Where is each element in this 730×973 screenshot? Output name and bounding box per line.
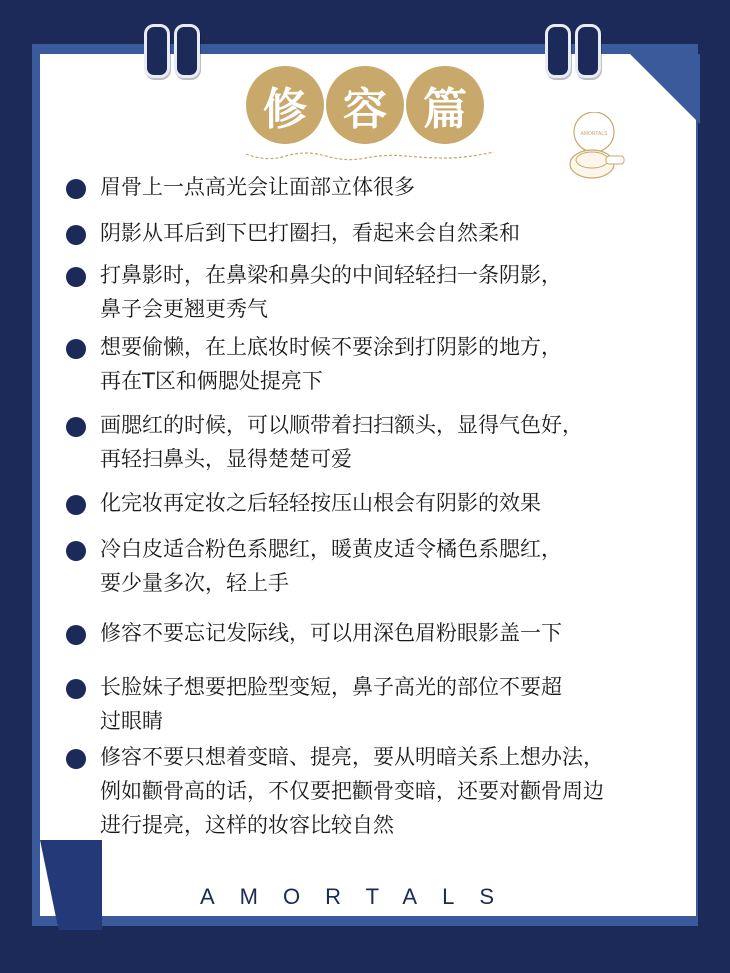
- compact-brand-text: AMORTALS: [580, 131, 608, 137]
- page-title: [242, 66, 492, 146]
- list-item: [66, 670, 562, 738]
- list-item-text: 想要偷懒，在上底妆时候不要涂到打阴影的地方， 再在T区和俩腮处提亮下: [100, 335, 562, 393]
- bullet-dot-icon: [66, 339, 86, 359]
- list-item-text: 眉骨上一点高光会让面部立体很多: [100, 175, 415, 199]
- binder-ring: [545, 24, 571, 78]
- list-item: [66, 216, 520, 250]
- binder-ring: [144, 24, 170, 78]
- list-item-text: 阴影从耳后到下巴打圈扫，看起来会自然柔和: [100, 221, 520, 245]
- list-item-text: 修容不要忘记发际线，可以用深色眉粉眼影盖一下: [100, 621, 562, 645]
- binder-ring: [174, 24, 200, 78]
- bullet-dot-icon: [66, 267, 86, 287]
- list-item: [66, 408, 583, 476]
- list-item: [66, 170, 415, 204]
- list-item: [66, 740, 604, 842]
- title-char: 容: [326, 66, 404, 144]
- list-item-text: 修容不要只想着变暗、提亮，要从明暗关系上想办法， 例如颧骨高的话，不仅要把颧骨变暗，还要对颧骨周边 进行提亮，这样的妆容比较自然: [100, 745, 604, 837]
- list-item: [66, 616, 562, 650]
- list-item: [66, 330, 562, 398]
- list-item-text: 化完妆再定妆之后轻轻按压山根会有阴影的效果: [100, 491, 541, 515]
- bullet-dot-icon: [66, 625, 86, 645]
- bullet-dot-icon: [66, 225, 86, 245]
- compact-powder-icon: [568, 112, 632, 186]
- bullet-dot-icon: [66, 179, 86, 199]
- footer-brand: AMORTALS: [200, 884, 519, 909]
- title-char: 修: [246, 66, 324, 144]
- bullet-dot-icon: [66, 495, 86, 515]
- list-item-text: 长脸妹子想要把脸型变短，鼻子高光的部位不要超 过眼睛: [100, 675, 562, 733]
- bullet-dot-icon: [66, 749, 86, 769]
- list-item: [66, 258, 562, 326]
- bullet-dot-icon: [66, 541, 86, 561]
- bullet-dot-icon: [66, 679, 86, 699]
- title-underline-decoration: [246, 150, 494, 164]
- list-item-text: 画腮红的时候，可以顺带着扫扫额头，显得气色好， 再轻扫鼻头，显得楚楚可爱: [100, 413, 583, 471]
- list-item-text: 打鼻影时，在鼻梁和鼻尖的中间轻轻扫一条阴影， 鼻子会更翘更秀气: [100, 263, 562, 321]
- title-char: 篇: [406, 66, 484, 144]
- list-item: [66, 532, 562, 600]
- binder-ring: [575, 24, 601, 78]
- bullet-dot-icon: [66, 417, 86, 437]
- list-item: [66, 486, 541, 520]
- list-item-text: 冷白皮适合粉色系腮红，暖黄皮适令橘色系腮红， 要少量多次，轻上手: [100, 537, 562, 595]
